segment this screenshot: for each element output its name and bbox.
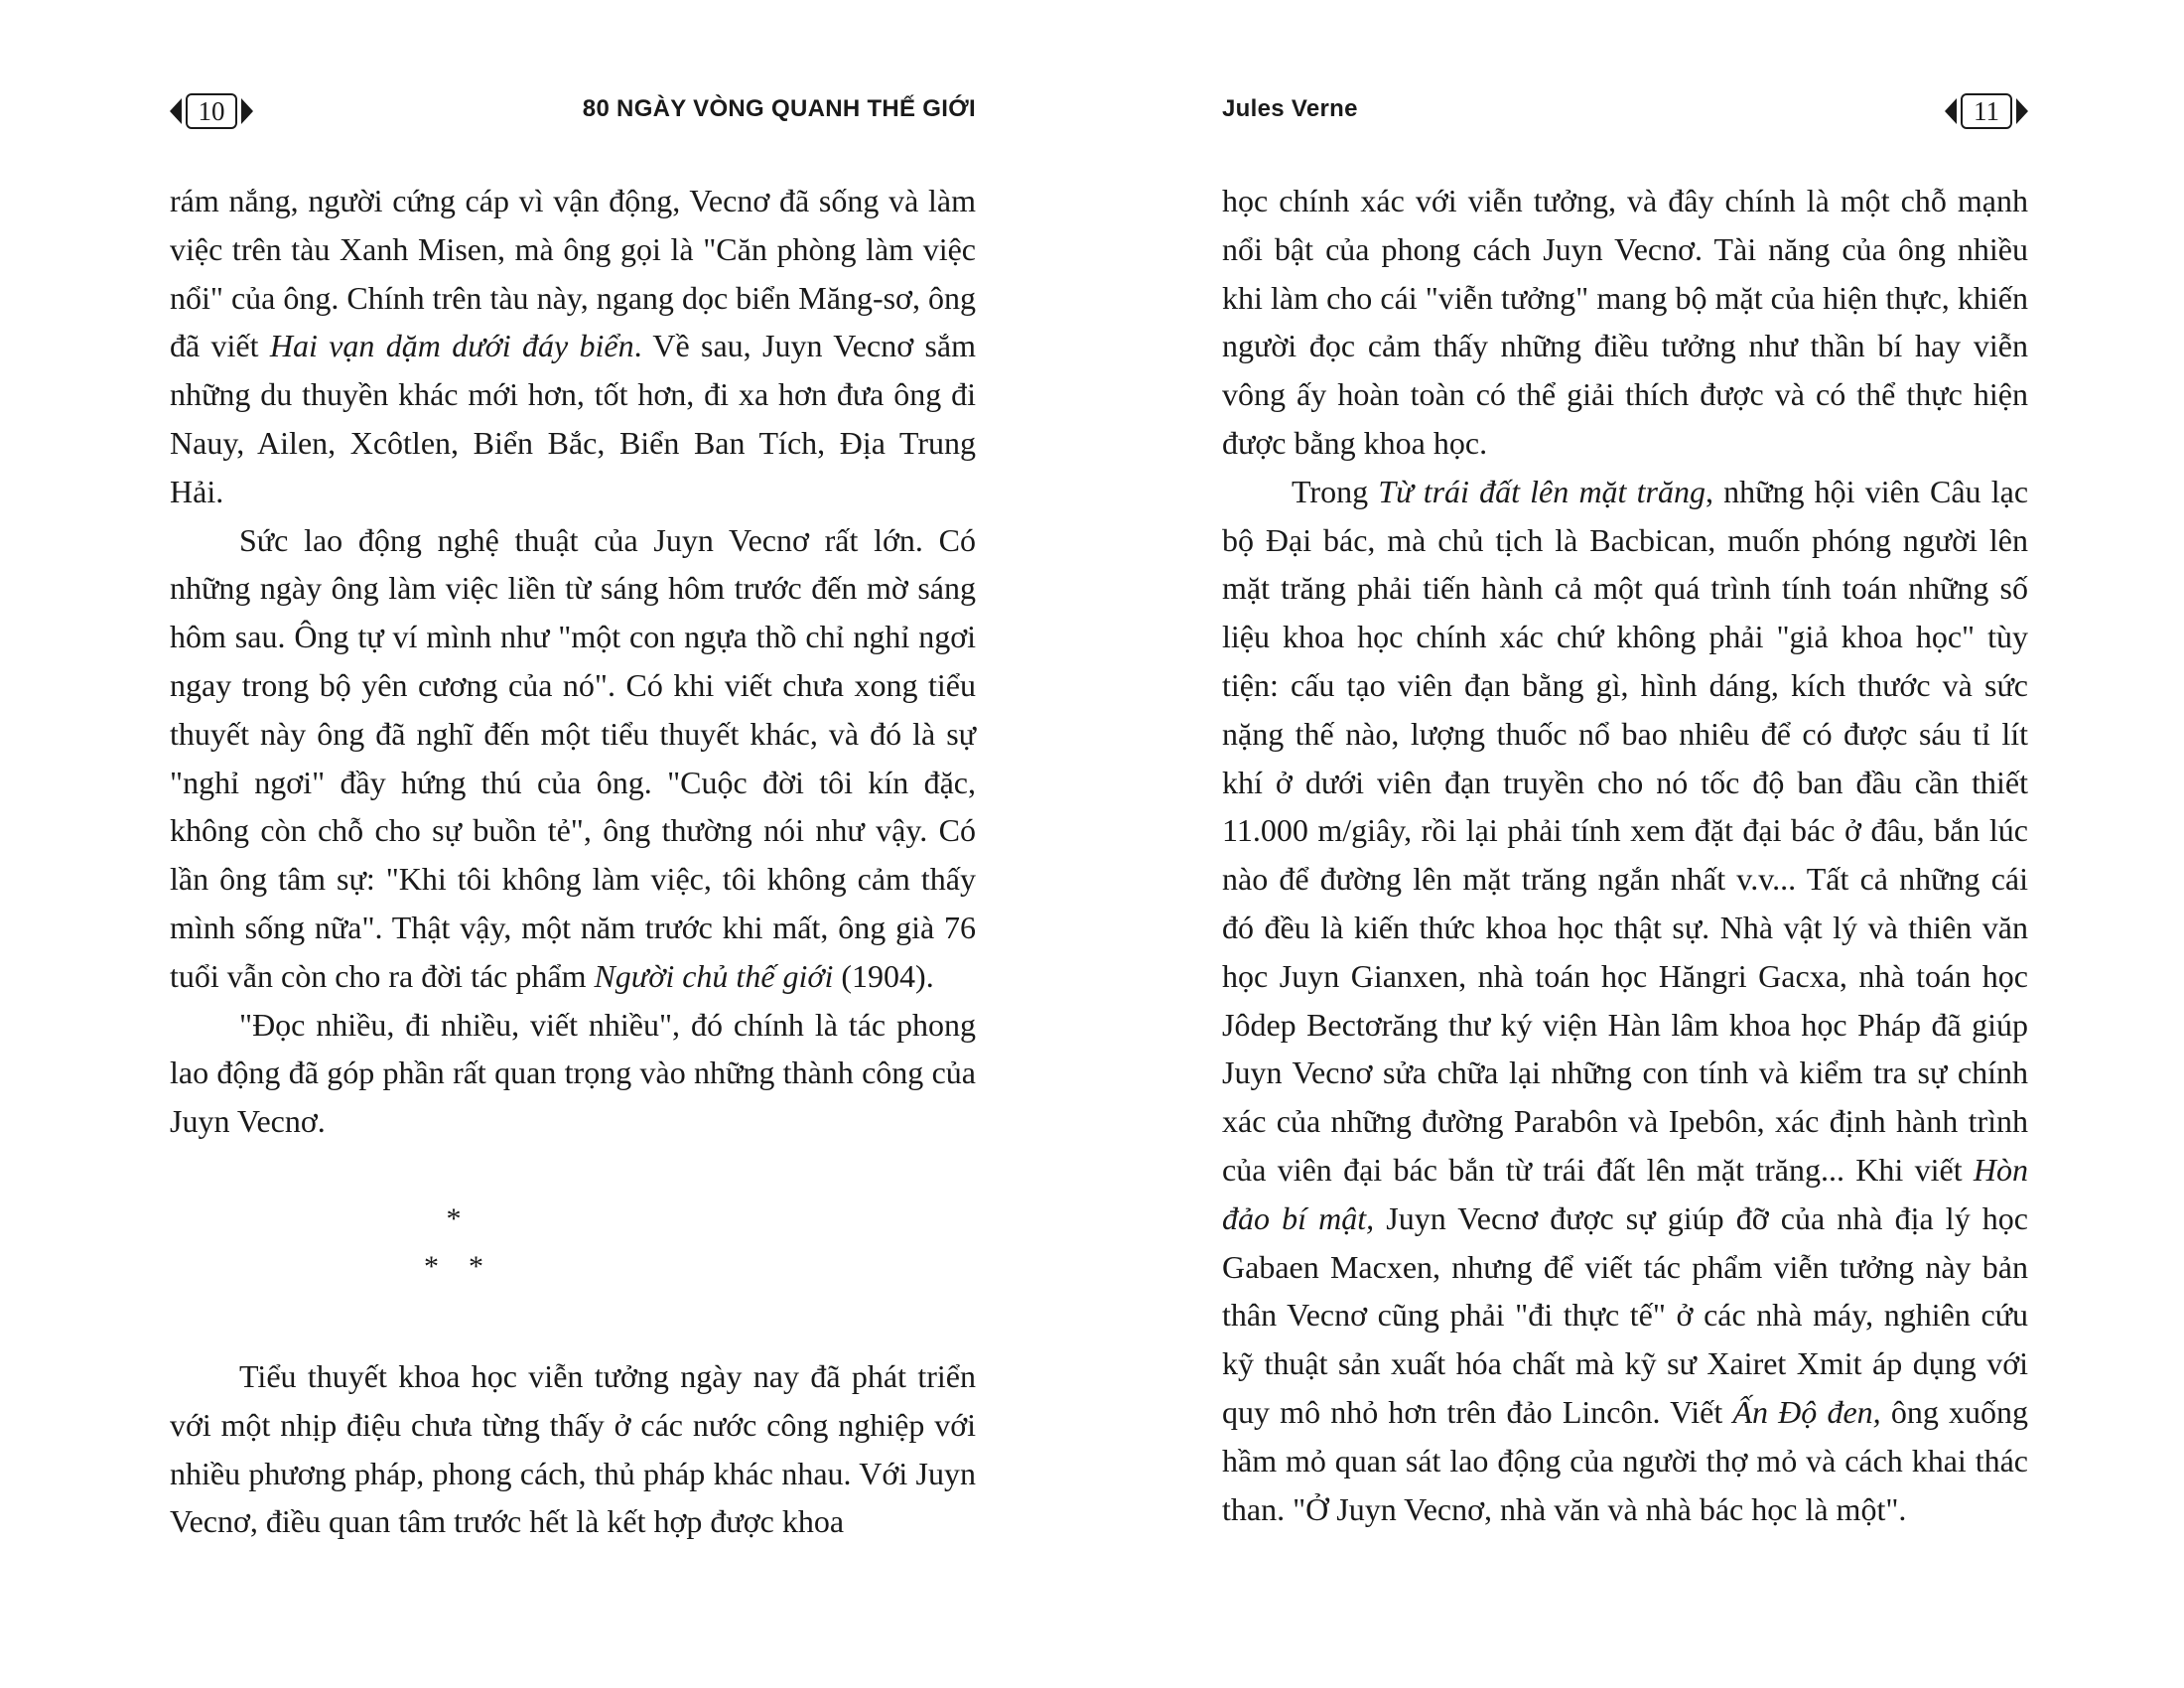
- italic-title: Từ trái đất lên mặt trăng: [1378, 473, 1706, 509]
- italic-title: Người chủ thế giới: [594, 957, 834, 994]
- triangle-right-icon: [241, 98, 253, 124]
- text-run: ông xuống hầm mỏ quan sát lao động của người thợ mỏ và cách khai thác than. "Ở Juyn Vecnơ, nhà văn và nhà bác học là một".: [1222, 1393, 2029, 1527]
- right-page-body: [1222, 177, 2028, 1533]
- paragraph: Tiểu thuyết khoa học viễn tưởng ngày nay đã phát triển với một nhịp điệu chưa từng thấy ở các nước công nghiệp với nhiều phương pháp, phong cách, thủ pháp khác nhau. Với Juyn Vecnơ, điều quan tâm trước hết là kết hợp được khoa: [170, 1357, 976, 1540]
- triangle-left-icon: [1945, 98, 1957, 124]
- author-header: Jules Verne: [1222, 95, 1358, 122]
- paragraph: [170, 177, 976, 516]
- page-number-box: 10: [186, 93, 237, 129]
- right-page-header: [1222, 91, 2028, 131]
- paragraph: [170, 516, 976, 1001]
- right-page-number: [1945, 91, 2028, 131]
- text-run: rám nắng, người cứng cáp vì vận động, Vecnơ đã sống và làm việc trên tàu Xanh Misen, mà ông gọi là "Căn phòng làm việc nổi" của ông. Chính trên tàu này, ngang dọc biển Măng-sơ, ông đã viết: [170, 183, 976, 364]
- text-run: Juyn Vecnơ được sự giúp đỡ của nhà địa lý học Gabaen Macxen, nhưng để viết tác phẩm viễn tưởng này bản thân Vecnơ cũng phải "đi thực tế" ở các nhà máy, nghiên cứu kỹ thuật sản xuất hóa chất mà kỹ sư Xairet Xmit áp dụng với quy mô nhỏ hơn trên đảo Lincôn. Viết: [1222, 1199, 2029, 1430]
- italic-title: Ấn Độ đen,: [1732, 1393, 1881, 1430]
- text-run: . Về sau, Juyn Vecnơ sắm những du thuyền khác mới hơn, tốt hơn, đi xa hơn đưa ông đi Nauy, Ailen, Xcôtlen, Biển Bắc, Biển Ban Tích, Địa Trung Hải.: [170, 328, 977, 509]
- triangle-left-icon: [170, 98, 182, 124]
- italic-title: Hòn đảo bí mật,: [1222, 1151, 2028, 1236]
- text-run: Sức lao động nghệ thuật của Juyn Vecnơ rất lớn. Có những ngày ông làm việc liền từ sáng hôm trước đến mờ sáng hôm sau. Ông tự ví mình như "một con ngựa thồ chỉ nghỉ ngơi ngay trong bộ yên cương của nó". Có khi viết chưa xong tiểu thuyết này ông đã nghĩ đến một tiểu thuyết khác, và đó là sự "nghỉ ngơi" đầy hứng thú của ông. "Cuộc đời tôi kín đặc, không còn chỗ cho sự buồn tẻ", ông thường nói như vậy. Có lần ông tâm sự: "Khi tôi không làm việc, tôi không cảm thấy mình sống nữa". Thật vậy, một năm trước khi mất, ông già 76 tuổi vẫn còn cho ra đời tác phẩm: [170, 521, 976, 994]
- section-separator: [170, 1196, 976, 1291]
- separator-stars: * *: [424, 1249, 483, 1283]
- left-page-header: [170, 91, 976, 131]
- book-title-header: 80 NGÀY VÒNG QUANH THẾ GIỚI: [582, 95, 976, 122]
- triangle-right-icon: [2016, 98, 2028, 124]
- left-page-body: [170, 177, 976, 1546]
- page-number-box: 11: [1961, 93, 2012, 129]
- italic-title: Hai vạn dặm dưới đáy biển: [269, 328, 634, 364]
- text-run: (1904).: [833, 957, 934, 994]
- left-page-number: [170, 91, 253, 131]
- text-run: , những hội viên Câu lạc bộ Đại bác, mà chủ tịch là Bacbican, muốn phóng người lên mặt trăng phải tiến hành cả một quá trình tính toán những số liệu khoa học chính xác chứ không phải "giả khoa học" tùy tiện: cấu tạo viên đạn bằng gì, hình dáng, kích thước và sức nặng thế nào, lượng thuốc nổ bao nhiêu để có được sáu tỉ lít khí ở dưới viên đạn truyền cho nó tốc độ ban đầu cần thiết 11.000 m/giây, rồi lại phải tính xem đặt đại bác ở đâu, bắn lúc nào để đường lên mặt trăng ngắn nhất v.v... Tất cả những cái đó đều là kiến thức khoa học thật sự. Nhà vật lý và thiên văn học Juyn Gianxen, nhà toán học Hăngri Gacxa, nhà toán học Jôdep Bectơrăng thư ký viện Hàn lâm khoa học Pháp đã giúp Juyn Vecnơ sửa chữa lại những con tính và kiểm tra sự chính xác của những đường Parabôn và Ipebôn, xác định hành trình của viên đại bác bắn từ trái đất lên mặt trăng... Khi viết: [1222, 473, 2029, 1188]
- paragraph: học chính xác với viễn tưởng, và đây chính là một chỗ mạnh nổi bật của phong cách Juyn Vecnơ. Tài năng của ông nhiều khi làm cho cái "viễn tưởng" mang bộ mặt của hiện thực, khiến người đọc cảm thấy những điều tưởng như thần bí hay viễn vông ấy hoàn toàn có thể giải thích được và có thể thực hiện được bằng khoa học.: [1222, 183, 2028, 461]
- text-run: Trong: [1292, 473, 1379, 509]
- separator-star: *: [446, 1201, 462, 1235]
- right-page: [1222, 0, 2028, 1688]
- paragraph: [1222, 468, 2028, 1534]
- left-page: [170, 0, 976, 1688]
- paragraph: "Đọc nhiều, đi nhiều, viết nhiều", đó chính là tác phong lao động đã góp phần rất quan trọng vào những thành công của Juyn Vecnơ.: [170, 1006, 976, 1140]
